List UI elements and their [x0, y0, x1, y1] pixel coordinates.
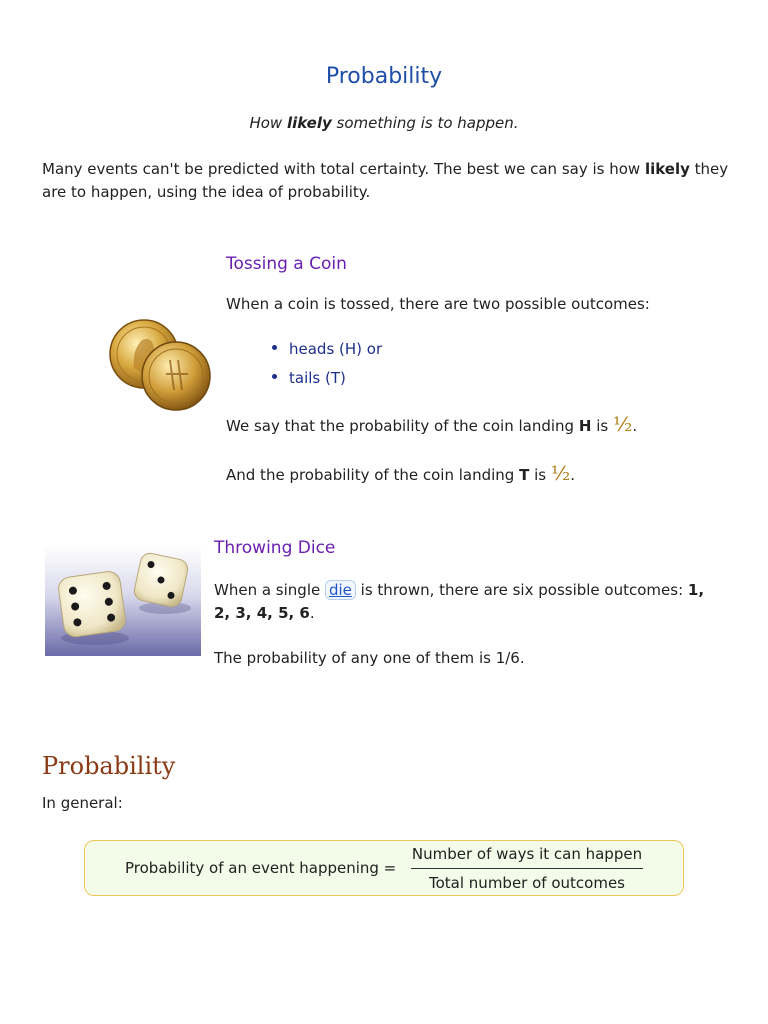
formula-label: Probability of an event happening = [125, 859, 397, 877]
formula-box [84, 840, 684, 896]
general-lead: In general: [42, 794, 123, 812]
coin-heads-line: We say that the probability of the coin landing H is ½. [226, 412, 638, 436]
intro-paragraph: Many events can't be predicted with total certainty. The best we can say is how likely they are to happen, using the idea of probability. [42, 160, 729, 201]
dice-image [45, 546, 201, 656]
dice-heading: Throwing Dice [214, 538, 336, 558]
page-title: Probability [325, 64, 443, 89]
list-item: heads (H) or [272, 340, 382, 358]
bullet-icon [272, 345, 277, 350]
die-link[interactable]: die [325, 580, 356, 600]
coin-tails-line: And the probability of the coin landing T is ½. [226, 461, 576, 485]
general-heading: Probability [42, 752, 176, 780]
coin-lead: When a coin is tossed, there are two possible outcomes: [226, 295, 650, 313]
dice-probability-line: The probability of any one of them is 1/6. [214, 649, 525, 667]
formula-numerator: Number of ways it can happen [411, 845, 643, 863]
coin-heading: Tossing a Coin [226, 254, 347, 274]
bullet-icon [272, 374, 277, 379]
fraction-bar [411, 868, 643, 869]
coins-image [104, 316, 216, 414]
list-item: tails (T) [272, 369, 346, 387]
dice-lead: When a single die is thrown, there are six possible outcomes: 1, 2, 3, 4, 5, 6. [214, 581, 705, 622]
page-subtitle: How likely something is to happen. [249, 114, 519, 132]
formula-denominator: Total number of outcomes [429, 874, 625, 892]
